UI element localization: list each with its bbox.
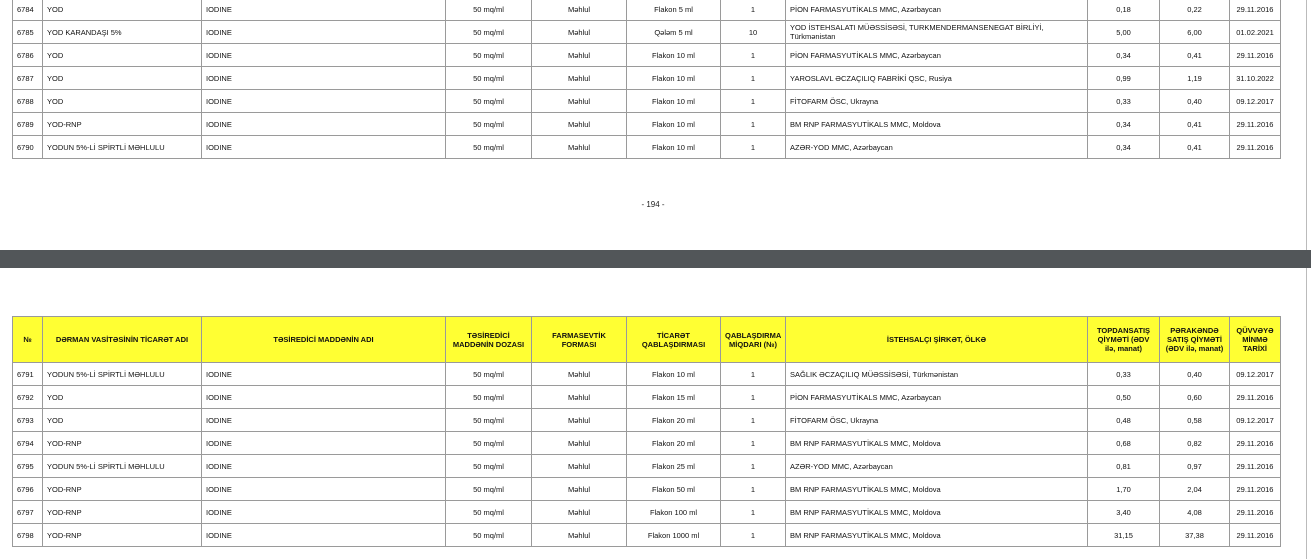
cell-quantity: 1 bbox=[721, 524, 786, 547]
cell-no: 6788 bbox=[13, 90, 43, 113]
cell-dose: 50 mq/ml bbox=[446, 501, 532, 524]
cell-wholesale-price: 0,81 bbox=[1088, 455, 1160, 478]
cell-wholesale-price: 3,40 bbox=[1088, 501, 1160, 524]
cell-no: 6789 bbox=[13, 113, 43, 136]
cell-manufacturer: BM RNP FARMASYUTİKALS MMC, Moldova bbox=[786, 113, 1088, 136]
cell-effective-date: 01.02.2021 bbox=[1230, 21, 1281, 44]
table-row bbox=[13, 44, 1281, 67]
cell-active-substance: IODINE bbox=[202, 524, 446, 547]
cell-no: 6792 bbox=[13, 386, 43, 409]
cell-retail-price: 0,41 bbox=[1160, 113, 1230, 136]
cell-retail-price: 0,82 bbox=[1160, 432, 1230, 455]
cell-dose: 50 mq/ml bbox=[446, 524, 532, 547]
table-row bbox=[13, 409, 1281, 432]
cell-quantity: 1 bbox=[721, 136, 786, 159]
cell-package: Flakon 25 ml bbox=[627, 455, 721, 478]
cell-wholesale-price: 5,00 bbox=[1088, 21, 1160, 44]
cell-active-substance: IODINE bbox=[202, 501, 446, 524]
cell-effective-date: 29.11.2016 bbox=[1230, 136, 1281, 159]
cell-wholesale-price: 1,70 bbox=[1088, 478, 1160, 501]
cell-manufacturer: AZƏR-YOD MMC, Azərbaycan bbox=[786, 455, 1088, 478]
table-row bbox=[13, 432, 1281, 455]
cell-effective-date: 09.12.2017 bbox=[1230, 90, 1281, 113]
page-separator bbox=[0, 250, 1311, 268]
header-quantity: QABLAŞDIRMA MİQDARI (№) bbox=[721, 317, 786, 363]
cell-effective-date: 29.11.2016 bbox=[1230, 386, 1281, 409]
cell-wholesale-price: 31,15 bbox=[1088, 524, 1160, 547]
cell-package: Flakon 10 ml bbox=[627, 67, 721, 90]
cell-dose: 50 mq/ml bbox=[446, 478, 532, 501]
cell-retail-price: 0,41 bbox=[1160, 44, 1230, 67]
cell-retail-price: 0,41 bbox=[1160, 136, 1230, 159]
cell-manufacturer: PİON FARMASYUTİKALS MMC, Azərbaycan bbox=[786, 0, 1088, 21]
cell-active-substance: IODINE bbox=[202, 409, 446, 432]
cell-form: Məhlul bbox=[532, 113, 627, 136]
cell-form: Məhlul bbox=[532, 409, 627, 432]
cell-trade-name: YODUN 5%-Lİ SPİRTLİ MƏHLULU bbox=[43, 136, 202, 159]
cell-package: Flakon 15 ml bbox=[627, 386, 721, 409]
cell-active-substance: IODINE bbox=[202, 67, 446, 90]
cell-effective-date: 29.11.2016 bbox=[1230, 113, 1281, 136]
cell-form: Məhlul bbox=[532, 67, 627, 90]
cell-effective-date: 09.12.2017 bbox=[1230, 363, 1281, 386]
cell-active-substance: IODINE bbox=[202, 44, 446, 67]
drug-price-table-page-194 bbox=[12, 0, 1281, 159]
cell-package: Flakon 20 ml bbox=[627, 432, 721, 455]
cell-dose: 50 mq/ml bbox=[446, 386, 532, 409]
cell-form: Məhlul bbox=[532, 44, 627, 67]
cell-package: Flakon 10 ml bbox=[627, 90, 721, 113]
cell-quantity: 1 bbox=[721, 0, 786, 21]
cell-quantity: 1 bbox=[721, 44, 786, 67]
cell-quantity: 1 bbox=[721, 432, 786, 455]
table-row bbox=[13, 136, 1281, 159]
cell-effective-date: 29.11.2016 bbox=[1230, 501, 1281, 524]
cell-active-substance: IODINE bbox=[202, 386, 446, 409]
cell-retail-price: 0,40 bbox=[1160, 90, 1230, 113]
table-row bbox=[13, 524, 1281, 547]
cell-manufacturer: BM RNP FARMASYUTİKALS MMC, Moldova bbox=[786, 524, 1088, 547]
cell-active-substance: IODINE bbox=[202, 455, 446, 478]
cell-quantity: 1 bbox=[721, 455, 786, 478]
table-row bbox=[13, 90, 1281, 113]
header-manufacturer: İSTEHSALÇI ŞİRKƏT, ÖLKƏ bbox=[786, 317, 1088, 363]
cell-retail-price: 0,58 bbox=[1160, 409, 1230, 432]
cell-trade-name: YOD bbox=[43, 67, 202, 90]
cell-manufacturer: BM RNP FARMASYUTİKALS MMC, Moldova bbox=[786, 478, 1088, 501]
cell-package: Flakon 10 ml bbox=[627, 363, 721, 386]
cell-active-substance: IODINE bbox=[202, 478, 446, 501]
header-dose: TƏSİREDİCİ MADDƏNİN DOZASI bbox=[446, 317, 532, 363]
cell-manufacturer: FİTOFARM ÖSC, Ukrayna bbox=[786, 409, 1088, 432]
cell-no: 6798 bbox=[13, 524, 43, 547]
header-form: FARMASEVTİK FORMASI bbox=[532, 317, 627, 363]
cell-no: 6797 bbox=[13, 501, 43, 524]
cell-package: Qələm 5 ml bbox=[627, 21, 721, 44]
cell-trade-name: YOD-RNP bbox=[43, 501, 202, 524]
cell-effective-date: 29.11.2016 bbox=[1230, 432, 1281, 455]
cell-manufacturer: YAROSLAVL ƏCZAÇILIQ FABRİKİ QSC, Rusiya bbox=[786, 67, 1088, 90]
cell-dose: 50 mq/ml bbox=[446, 0, 532, 21]
cell-package: Flakon 50 ml bbox=[627, 478, 721, 501]
cell-form: Məhlul bbox=[532, 0, 627, 21]
cell-effective-date: 29.11.2016 bbox=[1230, 0, 1281, 21]
cell-dose: 50 mq/ml bbox=[446, 455, 532, 478]
cell-no: 6787 bbox=[13, 67, 43, 90]
table-row bbox=[13, 386, 1281, 409]
cell-dose: 50 mq/ml bbox=[446, 409, 532, 432]
cell-trade-name: YOD bbox=[43, 44, 202, 67]
cell-retail-price: 37,38 bbox=[1160, 524, 1230, 547]
cell-effective-date: 29.11.2016 bbox=[1230, 455, 1281, 478]
table-row bbox=[13, 478, 1281, 501]
cell-trade-name: YODUN 5%-Lİ SPİRTLİ MƏHLULU bbox=[43, 363, 202, 386]
cell-form: Məhlul bbox=[532, 90, 627, 113]
cell-manufacturer: PİON FARMASYUTİKALS MMC, Azərbaycan bbox=[786, 44, 1088, 67]
cell-dose: 50 mq/ml bbox=[446, 67, 532, 90]
header-no: № bbox=[13, 317, 43, 363]
cell-wholesale-price: 0,34 bbox=[1088, 136, 1160, 159]
cell-package: Flakon 5 ml bbox=[627, 0, 721, 21]
cell-active-substance: IODINE bbox=[202, 0, 446, 21]
table-row bbox=[13, 0, 1281, 21]
cell-form: Məhlul bbox=[532, 21, 627, 44]
cell-manufacturer: PİON FARMASYUTİKALS MMC, Azərbaycan bbox=[786, 386, 1088, 409]
cell-retail-price: 0,22 bbox=[1160, 0, 1230, 21]
cell-manufacturer: YOD İSTEHSALATI MÜƏSSİSƏSİ, TURKMENDERMANSENEGAT BİRLİYİ, Türkmənistan bbox=[786, 21, 1088, 44]
cell-trade-name: YOD bbox=[43, 386, 202, 409]
cell-form: Məhlul bbox=[532, 136, 627, 159]
cell-package: Flakon 100 ml bbox=[627, 501, 721, 524]
cell-no: 6786 bbox=[13, 44, 43, 67]
cell-manufacturer: FİTOFARM ÖSC, Ukrayna bbox=[786, 90, 1088, 113]
cell-quantity: 1 bbox=[721, 90, 786, 113]
cell-manufacturer: AZƏR-YOD MMC, Azərbaycan bbox=[786, 136, 1088, 159]
table-row bbox=[13, 363, 1281, 386]
cell-form: Məhlul bbox=[532, 501, 627, 524]
cell-trade-name: YOD-RNP bbox=[43, 478, 202, 501]
cell-form: Məhlul bbox=[532, 455, 627, 478]
cell-dose: 50 mq/ml bbox=[446, 113, 532, 136]
table-row bbox=[13, 455, 1281, 478]
header-wholesale-price: TOPDANSATIŞ QİYMƏTİ (ƏDV ilə, manat) bbox=[1088, 317, 1160, 363]
cell-effective-date: 29.11.2016 bbox=[1230, 478, 1281, 501]
cell-form: Məhlul bbox=[532, 386, 627, 409]
cell-trade-name: YOD bbox=[43, 0, 202, 21]
cell-quantity: 1 bbox=[721, 409, 786, 432]
cell-dose: 50 mq/ml bbox=[446, 21, 532, 44]
header-active-substance: TƏSİREDİCİ MADDƏNİN ADI bbox=[202, 317, 446, 363]
cell-retail-price: 0,40 bbox=[1160, 363, 1230, 386]
cell-form: Məhlul bbox=[532, 524, 627, 547]
cell-quantity: 10 bbox=[721, 21, 786, 44]
cell-dose: 50 mq/ml bbox=[446, 136, 532, 159]
cell-wholesale-price: 0,18 bbox=[1088, 0, 1160, 21]
cell-retail-price: 0,60 bbox=[1160, 386, 1230, 409]
cell-wholesale-price: 0,34 bbox=[1088, 113, 1160, 136]
cell-no: 6784 bbox=[13, 0, 43, 21]
cell-dose: 50 mq/ml bbox=[446, 44, 532, 67]
cell-active-substance: IODINE bbox=[202, 136, 446, 159]
cell-no: 6793 bbox=[13, 409, 43, 432]
cell-package: Flakon 10 ml bbox=[627, 44, 721, 67]
cell-trade-name: YOD bbox=[43, 90, 202, 113]
document-page-194 bbox=[0, 0, 1307, 250]
cell-trade-name: YOD KARANDAŞI 5% bbox=[43, 21, 202, 44]
cell-manufacturer: SAĞLIK ƏCZAÇILIQ MÜƏSSİSƏSİ, Türkmənistan bbox=[786, 363, 1088, 386]
cell-active-substance: IODINE bbox=[202, 90, 446, 113]
cell-quantity: 1 bbox=[721, 501, 786, 524]
header-trade-name: DƏRMAN VASİTƏSİNİN TİCARƏT ADI bbox=[43, 317, 202, 363]
cell-retail-price: 1,19 bbox=[1160, 67, 1230, 90]
cell-active-substance: IODINE bbox=[202, 432, 446, 455]
cell-effective-date: 09.12.2017 bbox=[1230, 409, 1281, 432]
cell-trade-name: YODUN 5%-Lİ SPİRTLİ MƏHLULU bbox=[43, 455, 202, 478]
page-number: - 194 - bbox=[641, 200, 665, 209]
cell-effective-date: 31.10.2022 bbox=[1230, 67, 1281, 90]
header-retail-price: PƏRAKƏNDƏ SATIŞ QİYMƏTİ (ƏDV ilə, manat) bbox=[1160, 317, 1230, 363]
cell-wholesale-price: 0,34 bbox=[1088, 44, 1160, 67]
table-row bbox=[13, 21, 1281, 44]
cell-wholesale-price: 0,33 bbox=[1088, 363, 1160, 386]
cell-quantity: 1 bbox=[721, 386, 786, 409]
table-header-row bbox=[13, 317, 1281, 363]
header-package: TİCARƏT QABLAŞDIRMASI bbox=[627, 317, 721, 363]
cell-retail-price: 6,00 bbox=[1160, 21, 1230, 44]
cell-trade-name: YOD-RNP bbox=[43, 524, 202, 547]
cell-quantity: 1 bbox=[721, 67, 786, 90]
cell-no: 6791 bbox=[13, 363, 43, 386]
cell-no: 6796 bbox=[13, 478, 43, 501]
cell-effective-date: 29.11.2016 bbox=[1230, 44, 1281, 67]
cell-package: Flakon 1000 ml bbox=[627, 524, 721, 547]
cell-trade-name: YOD bbox=[43, 409, 202, 432]
cell-retail-price: 4,08 bbox=[1160, 501, 1230, 524]
table-row bbox=[13, 67, 1281, 90]
header-effective-date: QÜVVƏYƏ MİNMƏ TARİXİ bbox=[1230, 317, 1281, 363]
document-page-195 bbox=[0, 268, 1307, 559]
cell-dose: 50 mq/ml bbox=[446, 363, 532, 386]
cell-manufacturer: BM RNP FARMASYUTİKALS MMC, Moldova bbox=[786, 501, 1088, 524]
cell-manufacturer: BM RNP FARMASYUTİKALS MMC, Moldova bbox=[786, 432, 1088, 455]
cell-retail-price: 2,04 bbox=[1160, 478, 1230, 501]
cell-wholesale-price: 0,99 bbox=[1088, 67, 1160, 90]
table-row bbox=[13, 501, 1281, 524]
cell-effective-date: 29.11.2016 bbox=[1230, 524, 1281, 547]
cell-trade-name: YOD-RNP bbox=[43, 432, 202, 455]
cell-quantity: 1 bbox=[721, 478, 786, 501]
cell-form: Məhlul bbox=[532, 478, 627, 501]
cell-form: Məhlul bbox=[532, 432, 627, 455]
cell-package: Flakon 10 ml bbox=[627, 136, 721, 159]
cell-quantity: 1 bbox=[721, 363, 786, 386]
cell-wholesale-price: 0,50 bbox=[1088, 386, 1160, 409]
cell-wholesale-price: 0,48 bbox=[1088, 409, 1160, 432]
cell-dose: 50 mq/ml bbox=[446, 432, 532, 455]
cell-trade-name: YOD-RNP bbox=[43, 113, 202, 136]
cell-no: 6790 bbox=[13, 136, 43, 159]
cell-package: Flakon 10 ml bbox=[627, 113, 721, 136]
cell-quantity: 1 bbox=[721, 113, 786, 136]
table-row bbox=[13, 113, 1281, 136]
cell-active-substance: IODINE bbox=[202, 21, 446, 44]
cell-wholesale-price: 0,68 bbox=[1088, 432, 1160, 455]
cell-active-substance: IODINE bbox=[202, 363, 446, 386]
cell-retail-price: 0,97 bbox=[1160, 455, 1230, 478]
cell-no: 6794 bbox=[13, 432, 43, 455]
drug-price-table-page-195 bbox=[12, 316, 1281, 547]
cell-form: Məhlul bbox=[532, 363, 627, 386]
cell-no: 6795 bbox=[13, 455, 43, 478]
cell-no: 6785 bbox=[13, 21, 43, 44]
cell-package: Flakon 20 ml bbox=[627, 409, 721, 432]
cell-dose: 50 mq/ml bbox=[446, 90, 532, 113]
cell-wholesale-price: 0,33 bbox=[1088, 90, 1160, 113]
cell-active-substance: IODINE bbox=[202, 113, 446, 136]
